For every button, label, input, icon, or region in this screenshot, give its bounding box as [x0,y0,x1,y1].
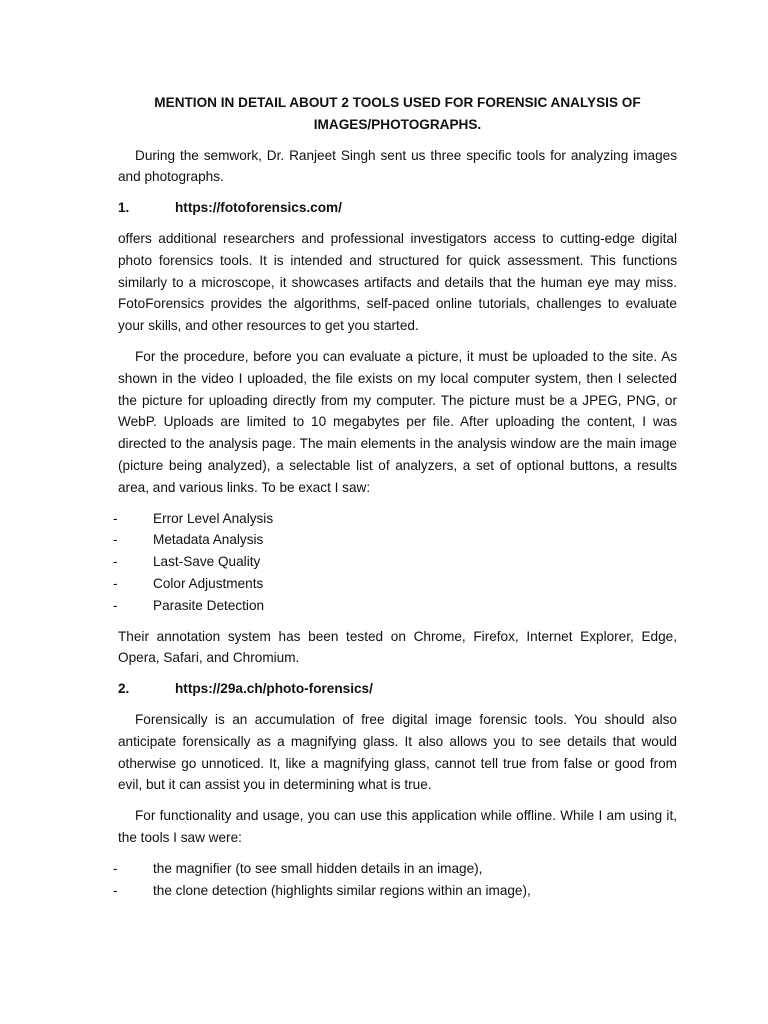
section-1-heading [118,197,677,219]
list-item-text: Color Adjustments [153,575,264,591]
section-1-paragraph-2: For the procedure, before you can evaluate a picture, it must be uploaded to the site. As shown in the video I uploaded, the file exists on my local computer system, then I selected the picture for uploading directly from my computer. The picture must be a JPEG, PNG, or WebP. Uploads are limited to 10 megabytes per file. After uploading the content, I was directed to the analysis page. The main elements in the analysis window are the main image (picture being analyzed), a selectable list of analyzers, a set of optional buttons, a results area, and various links. To be exact I saw: [118,348,677,495]
section-1-link: https://fotoforensics.com/ [175,200,342,216]
title-line-2: IMAGES/PHOTOGRAPHS. [313,116,482,132]
list-item-text: Error Level Analysis [153,510,274,526]
section-2-paragraph-1: Forensically is an accumulation of free digital image forensic tools. You should also anticipate forensically as a magnifying glass. It also allows you to see details that would otherwise go unnoticed. It, like a magnifying glass, cannot tell true from false or good from evil, but it can assist you in determining what is true. [118,711,677,793]
title-line-1: MENTION IN DETAIL ABOUT 2 TOOLS USED FOR FORENSIC ANALYSIS OF [154,95,641,110]
section-1-paragraph-3: Their annotation system has been tested on Chrome, Firefox, Internet Explorer, Edge, Opera, Safari, and Chromium. [118,628,677,666]
list-marker: - [113,554,118,570]
list-item [113,880,677,902]
list-marker: - [113,510,118,526]
section-2-paragraph-2: For functionality and usage, you can use this application while offline. While I am using it, the tools I saw were: [118,808,677,845]
list-item-text: Metadata Analysis [153,532,264,548]
section-1-number: 1. [118,200,130,216]
list-item [113,858,677,880]
section-2-link: https://29a.ch/photo-forensics/ [175,681,373,697]
section-2-tool-list [113,858,677,902]
document-page [113,92,677,910]
list-marker: - [113,532,118,548]
list-marker: - [113,597,118,613]
section-1-tool-list [113,508,677,617]
list-item [113,573,677,595]
document-title [118,92,677,136]
list-item [113,529,677,551]
list-item [113,508,677,530]
list-marker: - [113,575,118,591]
section-2-heading [118,678,677,700]
list-item-text: the clone detection (highlights similar regions within an image), [153,882,531,898]
list-item-text: Parasite Detection [153,597,265,613]
list-item-text: the magnifier (to see small hidden details in an image), [153,860,483,876]
list-marker: - [113,882,118,898]
list-item-text: Last-Save Quality [153,554,261,570]
section-1-paragraph-1: offers additional researchers and professional investigators access to cutting-edge digital photo forensics tools. It is intended and structured for quick assessment. This functions similarly to a microscope, it showcases artifacts and details that the human eye may miss. FotoForensics provides the algorithms, self-paced online tutorials, challenges to evaluate your skills, and other resources to get you started. [118,230,677,334]
list-item [113,595,677,617]
section-2-number: 2. [118,681,130,697]
list-marker: - [113,860,118,876]
intro-paragraph: During the semwork, Dr. Ranjeet Singh sent us three specific tools for analyzing images and photographs. [118,147,677,185]
list-item [113,551,677,573]
